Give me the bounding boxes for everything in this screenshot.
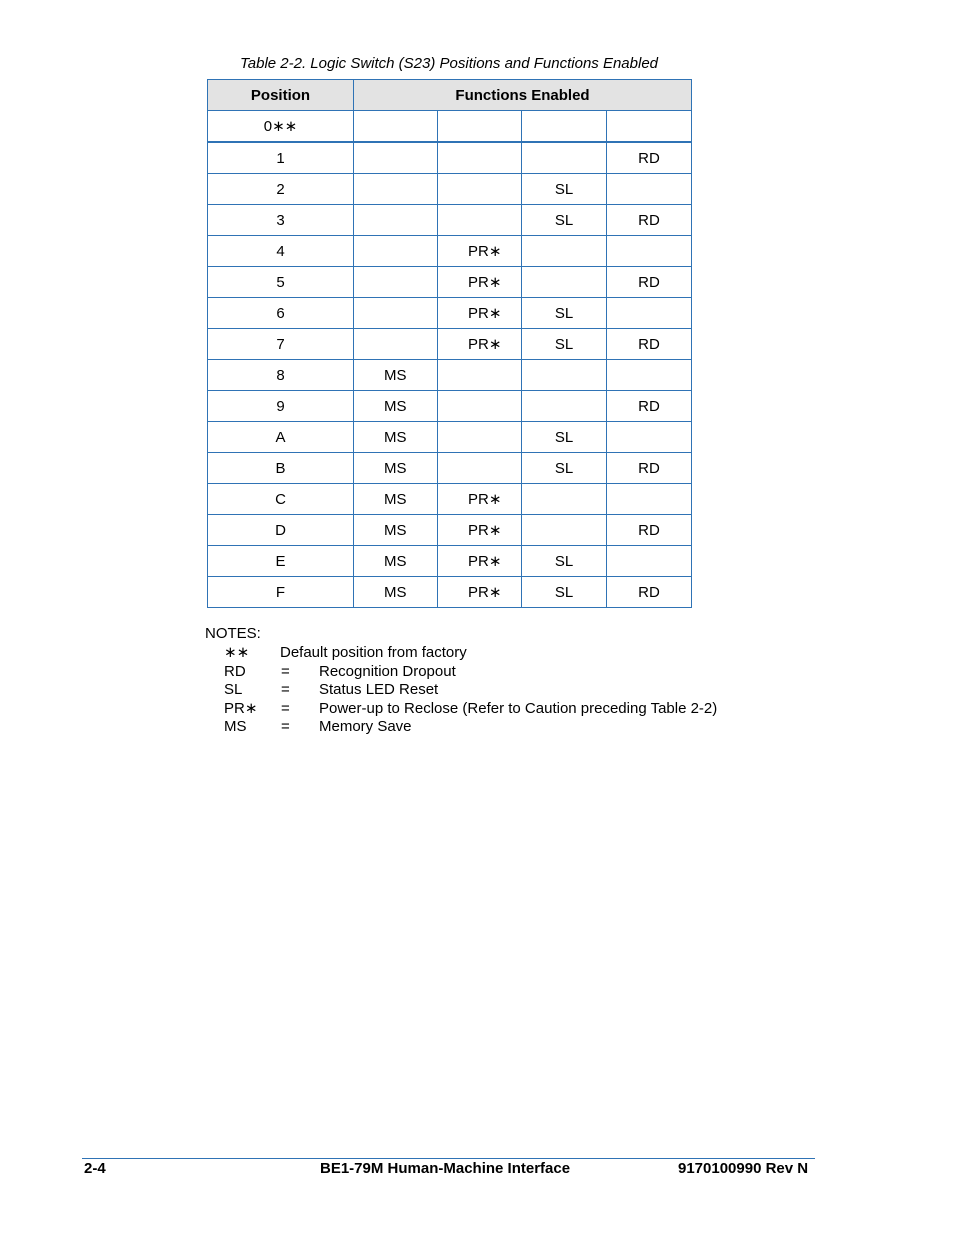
note-item bbox=[205, 717, 412, 736]
note-equals: = bbox=[281, 717, 290, 735]
table-body bbox=[208, 111, 692, 608]
note-equals: = bbox=[281, 699, 290, 717]
function-cell bbox=[607, 422, 692, 453]
function-cell bbox=[438, 453, 522, 484]
table-row bbox=[208, 205, 692, 236]
function-cell: PR∗ bbox=[438, 329, 522, 360]
header-functions: Functions Enabled bbox=[354, 80, 692, 111]
table-row bbox=[208, 236, 692, 267]
table-row bbox=[208, 329, 692, 360]
function-cell bbox=[438, 391, 522, 422]
function-cell bbox=[607, 546, 692, 577]
note-abbr: RD bbox=[224, 662, 246, 680]
position-cell: C bbox=[208, 484, 354, 515]
table-row bbox=[208, 111, 692, 143]
position-cell: 3 bbox=[208, 205, 354, 236]
function-cell: PR∗ bbox=[438, 484, 522, 515]
logic-switch-table bbox=[207, 79, 692, 608]
function-cell: RD bbox=[607, 329, 692, 360]
function-cell: RD bbox=[607, 577, 692, 608]
position-cell: 0∗∗ bbox=[208, 111, 354, 143]
function-cell: RD bbox=[607, 453, 692, 484]
function-cell bbox=[522, 515, 607, 546]
position-cell: 4 bbox=[208, 236, 354, 267]
function-cell bbox=[607, 298, 692, 329]
position-cell: 1 bbox=[208, 142, 354, 174]
function-cell bbox=[438, 360, 522, 391]
table-row bbox=[208, 546, 692, 577]
function-cell: RD bbox=[607, 205, 692, 236]
function-cell bbox=[522, 236, 607, 267]
function-cell: SL bbox=[522, 298, 607, 329]
function-cell: PR∗ bbox=[438, 298, 522, 329]
function-cell bbox=[522, 484, 607, 515]
function-cell bbox=[354, 298, 438, 329]
function-cell: MS bbox=[354, 546, 438, 577]
position-cell: 2 bbox=[208, 174, 354, 205]
position-cell: 5 bbox=[208, 267, 354, 298]
table-row bbox=[208, 142, 692, 174]
position-cell: E bbox=[208, 546, 354, 577]
table-row bbox=[208, 422, 692, 453]
function-cell bbox=[354, 111, 438, 143]
table-caption: Table 2-2. Logic Switch (S23) Positions and Functions Enabled bbox=[239, 55, 659, 72]
note-definition: Recognition Dropout bbox=[319, 662, 456, 680]
function-cell bbox=[354, 174, 438, 205]
table-row bbox=[208, 391, 692, 422]
function-cell bbox=[607, 174, 692, 205]
note-abbr: ∗∗ bbox=[224, 644, 250, 662]
function-cell: RD bbox=[607, 391, 692, 422]
function-cell: MS bbox=[354, 515, 438, 546]
table-row bbox=[208, 577, 692, 608]
function-cell bbox=[354, 205, 438, 236]
function-cell: PR∗ bbox=[438, 546, 522, 577]
function-cell bbox=[438, 422, 522, 453]
function-cell bbox=[522, 267, 607, 298]
function-cell bbox=[354, 329, 438, 360]
note-abbr: SL bbox=[224, 681, 243, 699]
footer-rule bbox=[82, 1158, 815, 1159]
function-cell bbox=[607, 111, 692, 143]
note-equals: = bbox=[281, 662, 290, 680]
function-cell: MS bbox=[354, 484, 438, 515]
function-cell: PR∗ bbox=[438, 577, 522, 608]
note-definition: Status LED Reset bbox=[319, 681, 439, 699]
function-cell: SL bbox=[522, 546, 607, 577]
table-row bbox=[208, 515, 692, 546]
position-cell: F bbox=[208, 577, 354, 608]
function-cell bbox=[522, 360, 607, 391]
table-row bbox=[208, 174, 692, 205]
table-row bbox=[208, 360, 692, 391]
note-item bbox=[205, 644, 467, 662]
function-cell bbox=[438, 205, 522, 236]
function-cell: MS bbox=[354, 453, 438, 484]
table-row bbox=[208, 298, 692, 329]
note-abbr: MS bbox=[224, 717, 247, 735]
note-definition: Memory Save bbox=[319, 717, 412, 735]
function-cell: MS bbox=[354, 391, 438, 422]
function-cell: PR∗ bbox=[438, 515, 522, 546]
note-definition: Default position from factory bbox=[280, 644, 467, 662]
function-cell: RD bbox=[607, 267, 692, 298]
function-cell: SL bbox=[522, 453, 607, 484]
position-cell: D bbox=[208, 515, 354, 546]
note-item bbox=[205, 662, 456, 681]
footer-document-number: 9170100990 Rev N bbox=[678, 1160, 809, 1177]
function-cell: PR∗ bbox=[438, 236, 522, 267]
function-cell bbox=[522, 391, 607, 422]
function-cell: SL bbox=[522, 205, 607, 236]
notes-section bbox=[205, 625, 718, 736]
table-header-row bbox=[208, 80, 692, 111]
note-definition: Power-up to Reclose (Refer to Caution preceding Table 2-2) bbox=[319, 699, 718, 717]
function-cell: MS bbox=[354, 577, 438, 608]
note-item bbox=[205, 681, 439, 699]
table-row bbox=[208, 453, 692, 484]
function-cell: PR∗ bbox=[438, 267, 522, 298]
table-row bbox=[208, 484, 692, 515]
footer-page-number: 2-4 bbox=[84, 1160, 106, 1177]
position-cell: 6 bbox=[208, 298, 354, 329]
note-item bbox=[205, 699, 718, 718]
position-cell: B bbox=[208, 453, 354, 484]
function-cell: SL bbox=[522, 329, 607, 360]
function-cell bbox=[522, 142, 607, 174]
position-cell: A bbox=[208, 422, 354, 453]
function-cell bbox=[354, 267, 438, 298]
function-cell bbox=[438, 142, 522, 174]
function-cell bbox=[438, 174, 522, 205]
function-cell: SL bbox=[522, 422, 607, 453]
note-equals: = bbox=[281, 681, 290, 699]
function-cell bbox=[607, 484, 692, 515]
function-cell bbox=[522, 111, 607, 143]
function-cell: MS bbox=[354, 360, 438, 391]
function-cell bbox=[607, 360, 692, 391]
notes-title: NOTES: bbox=[205, 625, 261, 642]
header-position: Position bbox=[208, 80, 354, 111]
position-cell: 9 bbox=[208, 391, 354, 422]
function-cell bbox=[354, 236, 438, 267]
function-cell: MS bbox=[354, 422, 438, 453]
function-cell bbox=[607, 236, 692, 267]
function-cell: RD bbox=[607, 515, 692, 546]
position-cell: 7 bbox=[208, 329, 354, 360]
position-cell: 8 bbox=[208, 360, 354, 391]
function-cell: SL bbox=[522, 577, 607, 608]
function-cell bbox=[438, 111, 522, 143]
table-row bbox=[208, 267, 692, 298]
note-abbr: PR∗ bbox=[224, 699, 258, 717]
footer-title: BE1-79M Human-Machine Interface bbox=[320, 1160, 571, 1177]
function-cell bbox=[354, 142, 438, 174]
function-cell: RD bbox=[607, 142, 692, 174]
function-cell: SL bbox=[522, 174, 607, 205]
